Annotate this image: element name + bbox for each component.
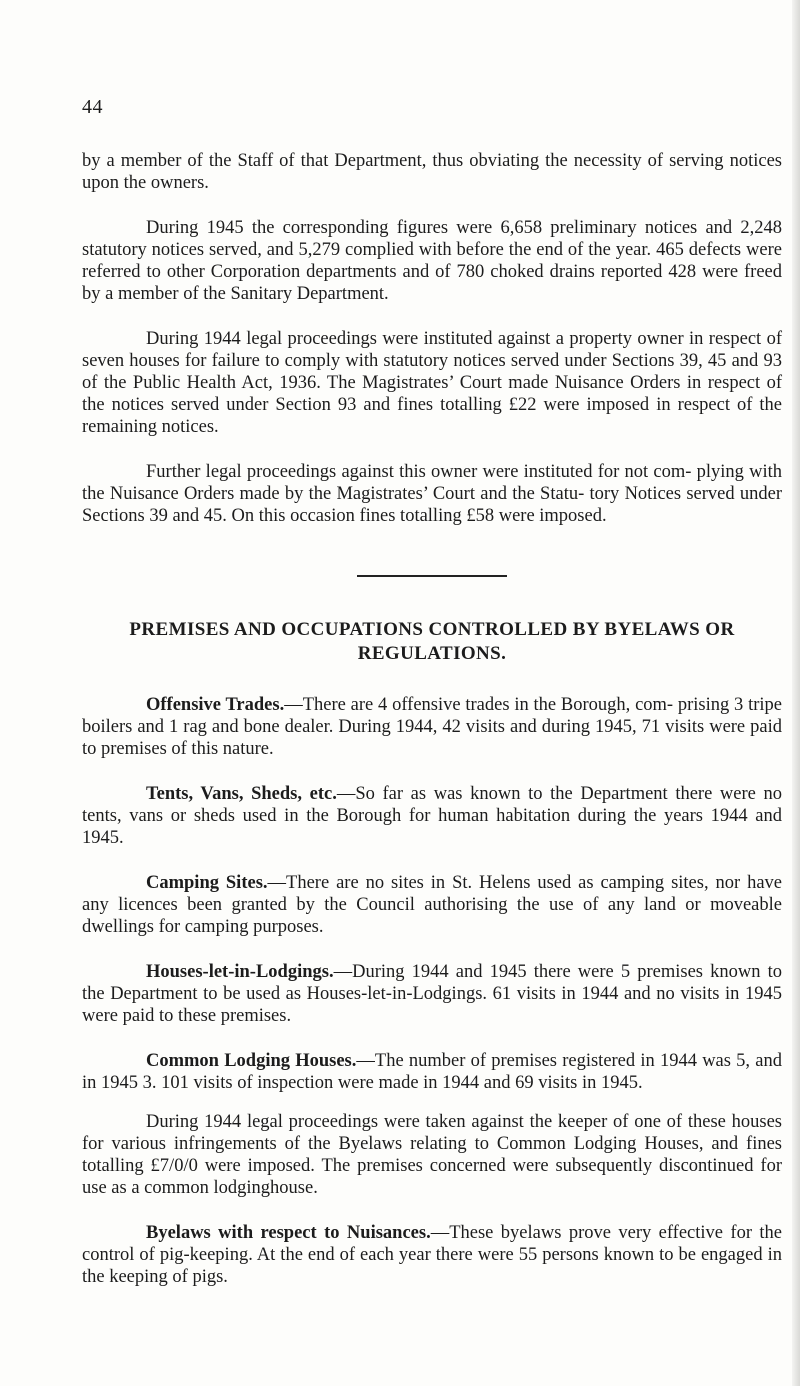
- page-number: 44: [82, 96, 103, 118]
- paragraph-further-proceedings: Further legal proceedings against this owner were instituted for not com- plying with the Nuisance Orders made by the Magistrates’ Court and the Statu- tory Notices served under Sections 39 and 45. On this occasion fines totalling £58 were imposed.: [82, 462, 782, 526]
- item-text: —So far as was known to the Department there were no tents, vans or sheds used in the Borough for human habitation during the years 1944 and 1945.: [82, 784, 782, 848]
- item-heading: Common Lodging Houses.: [146, 1051, 357, 1071]
- item-common-lodging-houses: [82, 1050, 782, 1094]
- item-heading: Camping Sites.: [146, 873, 268, 893]
- paragraph-1945-figures: During 1945 the corresponding figures were 6,658 preliminary notices and 2,248 statutory notices served, and 5,279 complied with before the end of the year. 465 defects were referred to other Corporation departments and of 780 choked drains reported 428 were freed by a member of the Sanitary Department.: [82, 218, 782, 304]
- page-edge: [792, 0, 800, 1386]
- item-byelaws-nuisances: [82, 1222, 782, 1288]
- item-heading: Tents, Vans, Sheds, etc.: [146, 784, 337, 804]
- item-text: —There are 4 offensive trades in the Borough, com- prising 3 tripe boilers and 1 rag and bone dealer. During 1944, 42 visits and during 1945, 71 visits were paid to premises of this nature.: [82, 695, 782, 759]
- item-text: —These byelaws prove very effective for the control of pig-keeping. At the end of each year there were 55 persons known to be engaged in the keeping of pigs.: [82, 1223, 782, 1287]
- item-offensive-trades: [82, 694, 782, 760]
- item-text: —During 1944 and 1945 there were 5 premises known to the Department to be used as Houses-let-in-Lodgings. 61 visits in 1944 and no visits in 1945 were paid to these premises.: [82, 962, 782, 1026]
- item-text: —The number of premises registered in 1944 was 5, and in 1945 3. 101 visits of inspection were made in 1944 and 69 visits in 1945.: [82, 1051, 782, 1093]
- section-title: PREMISES AND OCCUPATIONS CONTROLLED BY BYELAWS OR REGULATIONS.: [129, 619, 735, 664]
- item-heading: Houses-let-in-Lodgings.: [146, 962, 334, 982]
- section-divider: [357, 575, 507, 577]
- paragraph-continuation: by a member of the Staff of that Department, thus obviating the necessity of serving notices upon the owners.: [82, 151, 782, 193]
- item-heading: Offensive Trades.: [146, 695, 285, 715]
- item-houses-let-in-lodgings: [82, 961, 782, 1027]
- paragraph-legal-proceedings-1944: During 1944 legal proceedings were instituted against a property owner in respect of seven houses for failure to comply with statutory notices served under Sections 39, 45 and 93 of the Public Health Act, 1936. The Magistrates’ Court made Nuisance Orders in respect of the notices served under Section 93 and fines totalling £22 were imposed in respect of the remaining notices.: [82, 329, 782, 437]
- paragraph-lodging-house-proceedings: During 1944 legal proceedings were taken against the keeper of one of these houses for various infringements of the Byelaws relating to Common Lodging Houses, and fines totalling £7/0/0 were imposed. The premises concerned were subsequently discontinued for use as a common lodginghouse.: [82, 1112, 782, 1198]
- item-text: —There are no sites in St. Helens used as camping sites, nor have any licences been granted by the Council authorising the use of any land or moveable dwellings for camping purposes.: [82, 873, 782, 937]
- item-tents-vans-sheds: [82, 783, 782, 849]
- page-body: [82, 150, 782, 1288]
- item-camping-sites: [82, 872, 782, 938]
- item-heading: Byelaws with respect to Nuisances.: [146, 1223, 431, 1243]
